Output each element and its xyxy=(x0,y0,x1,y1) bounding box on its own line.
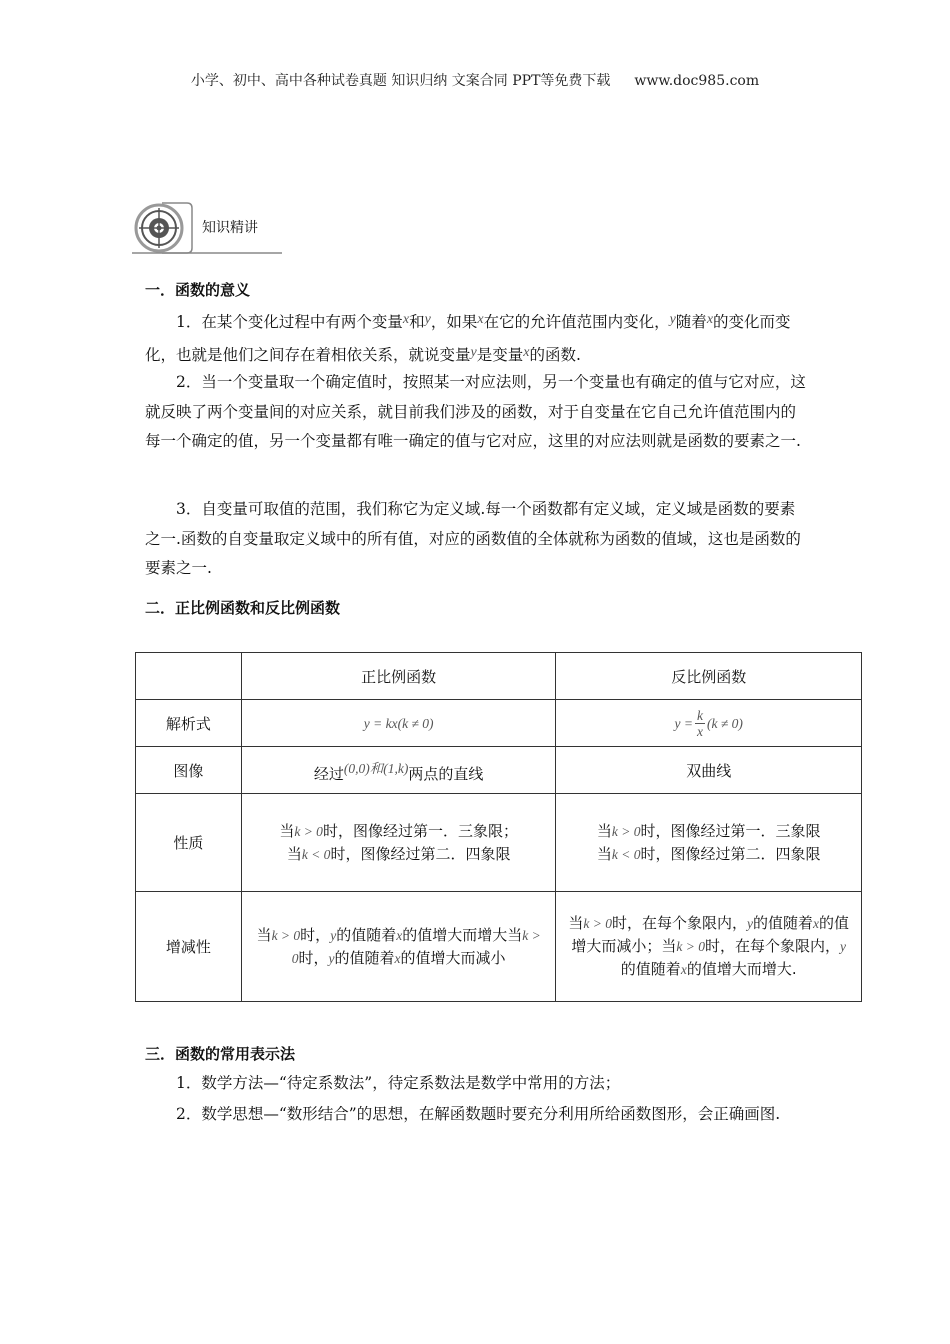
section-3-paragraph-1: 1．数学方法—“待定系数法”，待定系数法是数学中常用的方法； xyxy=(176,1074,621,1092)
fraction-k-over-x: $\frac{k}{x}$ xyxy=(696,707,703,739)
direct-graph: 经过(0,0)和(1,k)两点的直线 xyxy=(241,747,556,794)
inverse-graph: 双曲线 xyxy=(556,747,862,794)
section-3-title: 三．函数的常用表示法 xyxy=(145,1045,296,1063)
header-text: 小学、初中、高中各种试卷真题 知识归纳 文案合同 PPT等免费下载 xyxy=(190,73,611,89)
table-row-formula xyxy=(136,700,862,747)
section-1-paragraph-3: 3．自变量可取值的范围，我们称它为定义域.每一个函数都有定义域，定义域是函数的要素之一.函数的自变量取定义域中的所有值，对应的函数值的全体就称为函数的值域，这也是函数的要素之一. xyxy=(145,500,801,577)
row-label-properties: 性质 xyxy=(136,794,242,892)
section-1-paragraph-1: 1．在某个变化过程中有两个变量x和y，如果x在它的允许值范围内变化，y随着x的变化而变化，也就是他们之间存在着相依关系，就说变量y是变量x的函数. xyxy=(145,312,791,364)
inverse-monotonicity: 当k > 0时，在每个象限内，y的值随着x的值增大而减小；当k > 0时，在每个象限内，y的值随着x的值增大而增大. xyxy=(556,892,862,1002)
table-corner-cell xyxy=(136,653,242,700)
comparison-table xyxy=(135,652,862,1002)
table-row-properties xyxy=(136,794,862,892)
direct-formula: y = kx(k ≠ 0) xyxy=(241,700,556,747)
header-url[interactable]: www.doc985.com xyxy=(634,73,760,89)
row-label-graph: 图像 xyxy=(136,747,242,794)
direct-monotonicity: 当k > 0时，y的值随着x的值增大而增大当k > 0时，y的值随着x的值增大而减小 xyxy=(241,892,556,1002)
col-direct-header: 正比例函数 xyxy=(241,653,556,700)
table-row-monotonicity xyxy=(136,892,862,1002)
table-row-graph xyxy=(136,747,862,794)
table-header-row xyxy=(136,653,862,700)
col-inverse-header: 反比例函数 xyxy=(556,653,862,700)
direct-properties: 当k > 0时，图像经过第一．三象限； 当k < 0时，图像经过第二．四象限 xyxy=(241,794,556,892)
section-1-paragraph-2: 2．当一个变量取一个确定值时，按照某一对应法则，另一个变量也有确定的值与它对应，这就反映了两个变量间的对应关系，就目前我们涉及的函数，对于自变量在它自己允许值范围内的每一个确定的值，另一个变量都有唯一确定的值与它对应，这里的对应法则就是函数的要素之一. xyxy=(145,373,806,450)
badge-title: 知识精讲 xyxy=(202,220,258,236)
section-1-title: 一．函数的意义 xyxy=(145,281,251,299)
section-3-paragraph-2: 2．数学思想—“数形结合”的思想，在解函数题时要充分利用所给函数图形，会正确画图. xyxy=(176,1105,781,1123)
inverse-formula: y = $\frac{k}{x}$ (k ≠ 0) xyxy=(556,700,862,747)
page-header xyxy=(0,70,950,90)
row-label-formula: 解析式 xyxy=(136,700,242,747)
section-2-title: 二．正比例函数和反比例函数 xyxy=(145,599,341,617)
inverse-properties: 当k > 0时，图像经过第一．三象限 当k < 0时，图像经过第二．四象限 xyxy=(556,794,862,892)
row-label-monotonicity: 增减性 xyxy=(136,892,242,1002)
